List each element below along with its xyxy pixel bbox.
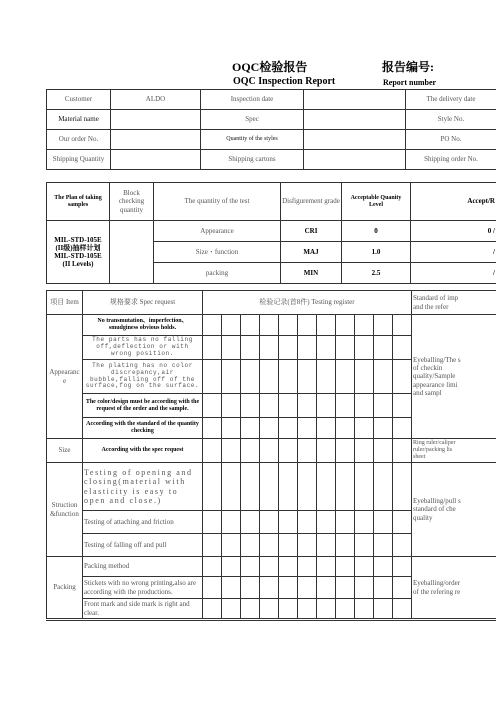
register-cell[interactable] xyxy=(393,599,412,619)
register-cell[interactable] xyxy=(241,360,260,394)
register-cell[interactable] xyxy=(374,463,393,511)
sampling-plan-header: The Plan of taking samples xyxy=(47,183,110,221)
register-cell[interactable] xyxy=(298,336,317,360)
aql-value: 1.0 xyxy=(342,242,411,263)
spec-header: 规格要求 Spec request xyxy=(83,291,203,315)
info-value xyxy=(304,130,406,150)
order-info-table xyxy=(46,89,496,170)
register-cell[interactable] xyxy=(317,315,336,336)
info-label: Material name xyxy=(47,110,111,130)
sampling-plan-cell xyxy=(47,221,110,284)
register-cell[interactable] xyxy=(298,439,317,463)
register-cell[interactable] xyxy=(355,599,374,619)
register-cell[interactable] xyxy=(222,336,241,360)
register-cell[interactable] xyxy=(203,577,222,599)
register-cell[interactable] xyxy=(222,557,241,577)
register-cell[interactable] xyxy=(355,315,374,336)
register-cell[interactable] xyxy=(393,557,412,577)
register-cell[interactable] xyxy=(241,599,260,619)
register-cell[interactable] xyxy=(222,394,241,418)
register-cell[interactable] xyxy=(260,394,279,418)
register-cell[interactable] xyxy=(279,336,298,360)
register-cell[interactable] xyxy=(279,463,298,511)
register-cell[interactable] xyxy=(279,534,298,557)
bottom-divider xyxy=(46,620,496,621)
register-cell[interactable] xyxy=(298,360,317,394)
register-cell[interactable] xyxy=(260,418,279,439)
register-cell[interactable] xyxy=(298,315,317,336)
info-row xyxy=(47,150,496,170)
register-cell[interactable] xyxy=(279,394,298,418)
grade-value: MIN xyxy=(281,263,342,284)
register-cell[interactable] xyxy=(336,439,355,463)
register-cell[interactable] xyxy=(317,418,336,439)
register-cell[interactable] xyxy=(374,534,393,557)
register-cell[interactable] xyxy=(336,336,355,360)
aql-value: 0 xyxy=(342,221,411,242)
info-label: Spec xyxy=(201,110,304,130)
register-cell[interactable] xyxy=(241,534,260,557)
register-cell[interactable] xyxy=(355,577,374,599)
inspection-row xyxy=(47,557,496,577)
register-cell[interactable] xyxy=(203,360,222,394)
spec-item: Packing method xyxy=(83,557,203,577)
register-cell[interactable] xyxy=(203,418,222,439)
info-value xyxy=(111,110,201,130)
register-cell[interactable] xyxy=(260,463,279,511)
register-cell[interactable] xyxy=(260,511,279,534)
accept-value: 0 / xyxy=(411,221,496,242)
register-cell[interactable] xyxy=(279,599,298,619)
info-value xyxy=(304,150,406,170)
register-cell[interactable] xyxy=(317,439,336,463)
register-cell[interactable] xyxy=(374,577,393,599)
appearance-standard: Eyeballing/The s of checkin quality/Sample appearance limi and sampl xyxy=(412,315,496,439)
register-cell[interactable] xyxy=(222,439,241,463)
register-cell[interactable] xyxy=(374,557,393,577)
register-cell[interactable] xyxy=(260,336,279,360)
info-label: Customer xyxy=(47,90,111,110)
register-cell[interactable] xyxy=(279,511,298,534)
register-cell[interactable] xyxy=(355,534,374,557)
register-cell[interactable] xyxy=(241,577,260,599)
register-cell[interactable] xyxy=(374,418,393,439)
item-header: 项目 Item xyxy=(47,291,83,315)
register-cell[interactable] xyxy=(355,336,374,360)
register-cell[interactable] xyxy=(374,315,393,336)
register-cell[interactable] xyxy=(222,315,241,336)
info-value xyxy=(111,130,201,150)
register-cell[interactable] xyxy=(279,439,298,463)
register-cell[interactable] xyxy=(279,557,298,577)
register-cell[interactable] xyxy=(317,577,336,599)
register-cell[interactable] xyxy=(298,557,317,577)
register-cell[interactable] xyxy=(203,439,222,463)
register-cell[interactable] xyxy=(222,577,241,599)
register-cell[interactable] xyxy=(260,577,279,599)
register-cell[interactable] xyxy=(241,315,260,336)
info-row xyxy=(47,110,496,130)
plan-line: (II Levels) xyxy=(62,260,94,269)
register-cell[interactable] xyxy=(355,360,374,394)
report-number-label-en: Report number xyxy=(383,78,437,87)
register-cell[interactable] xyxy=(393,360,412,394)
register-cell[interactable] xyxy=(336,418,355,439)
register-cell[interactable] xyxy=(203,511,222,534)
info-label: Shipping order No. xyxy=(406,150,496,170)
register-cell[interactable] xyxy=(298,577,317,599)
info-label: The delivery date xyxy=(406,90,496,110)
register-cell[interactable] xyxy=(222,599,241,619)
structure-standard: Eyeballing/pull s standard of che quality xyxy=(412,463,496,557)
info-label: Our order No. xyxy=(47,130,111,150)
register-cell[interactable] xyxy=(393,336,412,360)
packing-standard: Eyeballing/order of the refering re xyxy=(412,557,496,619)
register-cell[interactable] xyxy=(317,534,336,557)
plan-line: (II级)抽样计划 xyxy=(55,243,101,252)
spec-item: No transmutation、imperfection、smudginess obvious holds. xyxy=(83,315,203,336)
appearance-label: Appearanc e xyxy=(47,315,83,439)
register-cell[interactable] xyxy=(279,418,298,439)
register-cell[interactable] xyxy=(317,511,336,534)
block-quantity-header: Block checking quantity xyxy=(110,183,154,221)
spec-item: Testing of opening and closing(material with elasticity is easy to open and close.) xyxy=(83,463,203,511)
register-cell[interactable] xyxy=(374,394,393,418)
register-cell[interactable] xyxy=(260,534,279,557)
register-cell[interactable] xyxy=(393,394,412,418)
sampling-header-row xyxy=(47,183,496,221)
register-cell[interactable] xyxy=(241,418,260,439)
aql-header: Acceptable Quanity Level xyxy=(342,183,411,221)
register-cell[interactable] xyxy=(203,336,222,360)
structure-label: Struction &function xyxy=(47,463,83,557)
info-label: PO No. xyxy=(406,130,496,150)
register-cell[interactable] xyxy=(355,557,374,577)
spec-item: Testing of falling off and pull xyxy=(83,534,203,557)
inspection-row xyxy=(47,439,496,463)
register-cell[interactable] xyxy=(393,511,412,534)
spec-item: The parts has no falling off,deflection or with wrong position. xyxy=(83,336,203,360)
register-cell[interactable] xyxy=(393,534,412,557)
info-value xyxy=(304,90,406,110)
register-cell[interactable] xyxy=(393,418,412,439)
register-cell[interactable] xyxy=(317,336,336,360)
register-cell[interactable] xyxy=(317,599,336,619)
register-cell[interactable] xyxy=(374,511,393,534)
register-cell[interactable] xyxy=(260,439,279,463)
test-name: Appearance xyxy=(154,221,281,242)
register-cell[interactable] xyxy=(317,360,336,394)
spec-item: The color/design must be according with the request of the order and the sample. xyxy=(83,394,203,418)
sampling-plan-table xyxy=(46,182,496,284)
register-cell[interactable] xyxy=(279,360,298,394)
size-label: Size xyxy=(47,439,83,463)
register-cell[interactable] xyxy=(336,599,355,619)
register-cell[interactable] xyxy=(241,394,260,418)
register-cell[interactable] xyxy=(279,315,298,336)
register-cell[interactable] xyxy=(222,360,241,394)
register-cell[interactable] xyxy=(336,360,355,394)
register-cell[interactable] xyxy=(336,577,355,599)
register-cell[interactable] xyxy=(222,511,241,534)
info-label: Shipping Quantity xyxy=(47,150,111,170)
packing-label: Packing xyxy=(47,557,83,619)
spec-item: Testing of attaching and friction xyxy=(83,511,203,534)
register-cell[interactable] xyxy=(279,577,298,599)
register-cell[interactable] xyxy=(317,557,336,577)
register-cell[interactable] xyxy=(393,315,412,336)
disfigurement-grade-header: Disfigurement grade xyxy=(281,183,342,221)
info-label: Inspection date xyxy=(201,90,304,110)
register-cell[interactable] xyxy=(298,534,317,557)
register-cell[interactable] xyxy=(298,394,317,418)
register-cell[interactable] xyxy=(336,394,355,418)
register-cell[interactable] xyxy=(222,418,241,439)
register-cell[interactable] xyxy=(241,557,260,577)
register-cell[interactable] xyxy=(222,463,241,511)
inspection-header-row xyxy=(47,291,496,315)
register-cell[interactable] xyxy=(260,557,279,577)
accept-reject-header: Accept/R xyxy=(411,183,496,221)
register-cell[interactable] xyxy=(336,315,355,336)
register-cell[interactable] xyxy=(298,599,317,619)
aql-value: 2.5 xyxy=(342,263,411,284)
accept-value: / xyxy=(411,242,496,263)
register-cell[interactable] xyxy=(241,336,260,360)
spec-item: The plating has no color discrepancy,air bubble,falling off of the surface,fog on the surface. xyxy=(83,360,203,394)
test-name: packing xyxy=(154,263,281,284)
inspection-row xyxy=(47,315,496,336)
plan-line: MIL-STD-105E xyxy=(54,235,102,244)
register-cell[interactable] xyxy=(355,394,374,418)
register-cell[interactable] xyxy=(317,463,336,511)
register-cell[interactable] xyxy=(203,394,222,418)
report-title-en: OQC Inspection Report xyxy=(233,76,336,87)
register-cell[interactable] xyxy=(393,439,412,463)
accept-value: / xyxy=(411,263,496,284)
spec-item: Stickets with no wrong printing,also are according with the productions. xyxy=(83,577,203,599)
plan-line: MIL-STD-105E xyxy=(54,252,102,260)
info-label: Quantity of the styles xyxy=(201,130,304,150)
register-cell[interactable] xyxy=(355,439,374,463)
register-cell[interactable] xyxy=(241,439,260,463)
standard-header: Standard of imp and the refer xyxy=(412,291,496,315)
register-cell[interactable] xyxy=(203,557,222,577)
grade-value: MAJ xyxy=(281,242,342,263)
register-cell[interactable] xyxy=(336,463,355,511)
info-value xyxy=(111,150,201,170)
register-cell[interactable] xyxy=(374,360,393,394)
register-cell[interactable] xyxy=(260,315,279,336)
register-cell[interactable] xyxy=(374,599,393,619)
spec-item: According with the standard of the quantity checking xyxy=(83,418,203,439)
test-name: Size・function xyxy=(154,242,281,263)
register-cell[interactable] xyxy=(336,557,355,577)
sampling-row xyxy=(47,221,496,242)
register-cell[interactable] xyxy=(317,394,336,418)
register-cell[interactable] xyxy=(374,336,393,360)
inspection-table xyxy=(46,290,496,619)
register-cell[interactable] xyxy=(241,463,260,511)
info-label: Style No. xyxy=(406,110,496,130)
info-label: Shipping cartons xyxy=(201,150,304,170)
register-cell[interactable] xyxy=(336,511,355,534)
register-cell[interactable] xyxy=(393,463,412,511)
spec-item: Front mark and side mark is right and clear. xyxy=(83,599,203,619)
register-cell[interactable] xyxy=(260,599,279,619)
grade-value: CRI xyxy=(281,221,342,242)
register-cell[interactable] xyxy=(336,534,355,557)
register-cell[interactable] xyxy=(241,511,260,534)
register-cell[interactable] xyxy=(298,463,317,511)
register-cell[interactable] xyxy=(393,577,412,599)
info-row xyxy=(47,130,496,150)
register-cell[interactable] xyxy=(203,599,222,619)
register-cell[interactable] xyxy=(260,360,279,394)
block-quantity-value xyxy=(110,221,154,284)
register-cell[interactable] xyxy=(355,418,374,439)
test-quantity-header: The quantity of the test xyxy=(154,183,281,221)
testing-register-header: 检验记录(首8件) Testing register xyxy=(203,291,412,315)
register-cell[interactable] xyxy=(203,315,222,336)
register-cell[interactable] xyxy=(222,534,241,557)
info-row xyxy=(47,90,496,110)
info-value: ALDO xyxy=(111,90,201,110)
info-value xyxy=(304,110,406,130)
register-cell[interactable] xyxy=(298,511,317,534)
register-cell[interactable] xyxy=(298,418,317,439)
register-cell[interactable] xyxy=(355,463,374,511)
report-title-cn: OQC检验报告 xyxy=(232,60,308,74)
report-number-label-cn: 报告编号: xyxy=(382,60,434,74)
inspection-row xyxy=(47,463,496,511)
spec-item: According with the spec request xyxy=(83,439,203,463)
register-cell[interactable] xyxy=(374,439,393,463)
size-standard: Ring ruler/caliper ruler/packing lis sheet xyxy=(412,439,496,463)
register-cell[interactable] xyxy=(203,463,222,511)
register-cell[interactable] xyxy=(203,534,222,557)
register-cell[interactable] xyxy=(355,511,374,534)
